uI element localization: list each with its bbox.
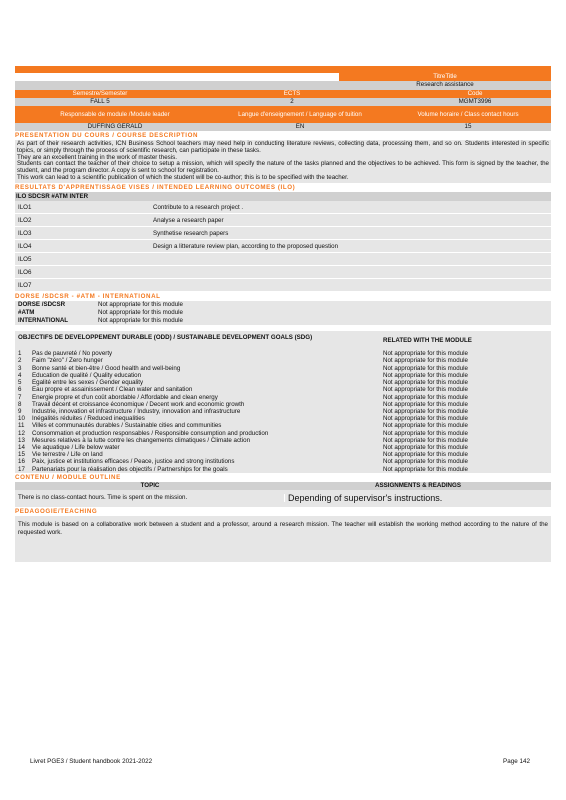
ilo-row [15, 266, 551, 279]
presentation-line: Students can contact the teacher of their choice to setup a mission, which will specify the nature of the tasks planned and the objectives to be achieved. This form is signed by the teacher, the student, and the program director. A copy is sent to school for registration. [17, 160, 549, 175]
sdg-related: Not appropriate for this module [383, 364, 468, 372]
ilo-id: ILO3 [15, 227, 150, 240]
ilo-text: Contribute to a research project . [150, 201, 551, 214]
footer-page-number: 142 [519, 758, 530, 765]
program-value: Not appropriate for this module [98, 317, 183, 325]
pedagogy-text: This module is based on a collaborative work between a student and a professor, around a research mission. The teacher will establish the working method according to the nature of the requested work. [15, 516, 551, 562]
presentation-line: They are an excellent training in the work of master thesis. [17, 153, 177, 161]
language-label: Langue d'enseignement / Language of tuition [238, 111, 362, 118]
sdg-related: Not appropriate for this module [383, 350, 468, 358]
ilo-row [15, 214, 551, 227]
ilo-column-header: ILO SDCSR #ATM INTER [15, 192, 551, 201]
language-value: EN [295, 123, 305, 130]
sdg-row [15, 357, 551, 364]
sdg-text: Travail décent et croissance économique / Decent work and economic growth [32, 400, 245, 408]
sdg-number: 4 [18, 371, 22, 379]
sdg-table [15, 350, 551, 472]
sdg-text: Inégalités réduites / Reduced inequalities [32, 415, 145, 423]
program-label: #ATM [18, 309, 35, 317]
code-value: MGMT3996 [458, 98, 492, 105]
ilo-row [15, 253, 551, 266]
ilo-id: ILO7 [15, 279, 150, 292]
program-heading: DORSE /SDCSR - #ATM - INTERNATIONAL [15, 293, 161, 301]
sdg-text: Pas de pauvreté / No poverty [32, 350, 113, 358]
responsable-value: DUFFING GERALD [87, 123, 143, 130]
title-value: Research assistance [416, 81, 474, 88]
sdg-related: Not appropriate for this module [383, 465, 468, 473]
sdg-number: 5 [18, 379, 22, 387]
topic-text: There is no class-contact hours. Time is spent on the mission. [15, 494, 285, 502]
ilo-row [15, 279, 551, 292]
volume-label: Volume horaire / Class contact hours [417, 110, 519, 118]
sdg-row [15, 451, 551, 458]
sdg-row [15, 379, 551, 386]
sdg-related: Not appropriate for this module [383, 422, 468, 430]
sdg-related: Not appropriate for this module [383, 371, 468, 379]
ilo-id: ILO1 [15, 201, 150, 214]
sdg-number: 9 [18, 407, 22, 415]
program-value: Not appropriate for this module [98, 309, 183, 317]
sdg-related: Not appropriate for this module [383, 379, 468, 387]
sdg-row [15, 394, 551, 401]
ilo-text [150, 279, 551, 292]
presentation-line: This work can lead to a scientific publication of which the student will be co-author; this is to be specified with the teacher. [17, 173, 349, 181]
sdg-related: Not appropriate for this module [383, 429, 468, 437]
sdg-heading: OBJECTIFS DE DEVELOPPEMENT DURABLE (ODD) / SUSTAINABLE DEVELOPMENT GOALS (SDG) [18, 334, 313, 342]
sdg-number: 7 [18, 393, 22, 401]
sdg-row [15, 350, 551, 357]
ilo-row [15, 240, 551, 253]
ilo-heading: RESULTATS D'APPRENTISSAGE VISES / INTENDED LEARNING OUTCOMES (ILO) [15, 183, 296, 191]
sdg-text: Industrie, innovation et infrastructure / Industry, innovation and infrastructure [32, 407, 241, 415]
ilo-row [15, 201, 551, 214]
sdg-text: Bonne santé et bien-être / Good health and well-being [32, 364, 181, 372]
sdg-related: Not appropriate for this module [383, 400, 468, 408]
sdg-related: Not appropriate for this module [383, 436, 468, 444]
sdg-row [15, 408, 551, 415]
sdg-text: Education de qualité / Quality education [32, 371, 142, 379]
program-table [15, 301, 551, 325]
footer-page-label: Page [503, 758, 518, 765]
presentation-line: As part of their research activities, ICN Business School teachers may need help in conducting literature reviews, collecting data, processing them, and so on. Students interested in specific topics, or simply through the process of scientific research, can participate in these tasks. [17, 140, 549, 154]
footer-handbook: Livret PGE3 / Student handbook 2021-2022 [30, 758, 153, 765]
sdg-row [15, 372, 551, 379]
sdg-text: Egalité entre les sexes / Gender equality [32, 379, 144, 387]
sdg-row [15, 422, 551, 429]
sdg-text: Vie terrestre / Life on land [32, 451, 103, 459]
volume-value: 15 [464, 123, 472, 130]
sdg-row [15, 444, 551, 451]
sdg-number: 12 [18, 429, 25, 437]
program-label: DORSE /SDCSR [18, 301, 66, 309]
responsable-label: Responsable de module /Module leader [60, 110, 170, 118]
sdg-text: Mesures relatives à la lutte contre les changements climatiques / Climate action [32, 436, 251, 444]
presentation-body [15, 140, 551, 183]
sdg-related: Not appropriate for this module [383, 458, 468, 466]
sdg-number: 2 [18, 357, 22, 365]
ects-value: 2 [290, 98, 294, 105]
ilo-id: ILO4 [15, 240, 150, 253]
page-footer [30, 758, 530, 765]
module-sheet [15, 66, 551, 562]
sdg-text: Energie propre et d'un coût abordable / Affordable and clean energy [32, 393, 218, 401]
program-label: INTERNATIONAL [18, 317, 69, 325]
sdg-related: Not appropriate for this module [383, 451, 468, 459]
assignments-label: ASSIGNMENTS & READINGS [375, 481, 461, 489]
sdg-text: Partenariats pour la réalisation des objectifs / Partnerships for the goals [32, 465, 228, 473]
sdg-number: 11 [18, 422, 25, 430]
sdg-block [15, 331, 551, 472]
sdg-number: 14 [18, 443, 25, 451]
ilo-text [150, 266, 551, 279]
ilo-text: Synthetise research papers [150, 227, 551, 240]
sdg-text: Consommation et production responsables / Responsible consumption and production [32, 429, 269, 437]
program-row [15, 301, 551, 309]
sdg-number: 1 [18, 350, 22, 358]
sdg-text: Faim "zéro" / Zero hunger [32, 357, 103, 365]
sdg-row [15, 365, 551, 372]
sdg-related: Not appropriate for this module [383, 443, 468, 451]
sdg-number: 17 [18, 465, 25, 473]
ilo-id: ILO5 [15, 253, 150, 266]
ilo-row [15, 227, 551, 240]
pedagogy-heading: PEDAGOGIE/TEACHING [15, 507, 98, 515]
sdg-number: 3 [18, 364, 22, 372]
ilo-text: Analyse a research paper [150, 214, 551, 227]
outline-heading: CONTENU / MODULE OUTLINE [15, 473, 121, 481]
ilo-text [150, 253, 551, 266]
ilo-table [15, 201, 551, 293]
sdg-row [15, 458, 551, 465]
sdg-text: Vie aquatique / Life below water [32, 443, 120, 451]
code-label: Code [467, 90, 483, 97]
semester-value: FALL 5 [90, 98, 110, 105]
sdg-number: 8 [18, 400, 22, 408]
semester-label: Semestre/Semester [72, 90, 128, 97]
ects-label: ECTS [283, 90, 301, 97]
sdg-text: Villes et communautés durables / Sustainable cities and communities [32, 422, 222, 430]
sdg-row [15, 401, 551, 408]
sdg-number: 13 [18, 436, 25, 444]
sdg-related: Not appropriate for this module [383, 386, 468, 394]
sdg-number: 10 [18, 415, 25, 423]
sdg-related: Not appropriate for this module [383, 415, 468, 423]
assignments-text: Depending of supervisor's instructions. [288, 493, 443, 504]
presentation-heading: PRESENTATION DU COURS / COURSE DESCRIPTION [15, 132, 199, 139]
sdg-related: Not appropriate for this module [383, 357, 468, 365]
sdg-number: 16 [18, 458, 25, 466]
program-row [15, 317, 551, 325]
program-value: Not appropriate for this module [98, 301, 183, 309]
sdg-row [15, 437, 551, 444]
top-band [15, 66, 551, 73]
title-label: TitreTitle [339, 73, 551, 81]
sdg-text: Eau propre et assainissement / Clean water and sanitation [32, 386, 193, 394]
sdg-related-heading: RELATED WITH THE MODULE [383, 337, 472, 345]
ilo-id: ILO6 [15, 266, 150, 279]
topic-label: TOPIC [140, 481, 160, 489]
sdg-row [15, 466, 551, 473]
program-row [15, 309, 551, 317]
sdg-row [15, 430, 551, 437]
sdg-row [15, 415, 551, 422]
ilo-text: Design a litterature review plan, according to the proposed question [150, 240, 551, 253]
sdg-related: Not appropriate for this module [383, 407, 468, 415]
sdg-row [15, 386, 551, 393]
ilo-id: ILO2 [15, 214, 150, 227]
sdg-text: Paix, justice et institutions efficaces / Peace, justice and strong institutions [32, 458, 235, 466]
sdg-number: 6 [18, 386, 22, 394]
sdg-related: Not appropriate for this module [383, 393, 468, 401]
sdg-number: 15 [18, 451, 25, 459]
